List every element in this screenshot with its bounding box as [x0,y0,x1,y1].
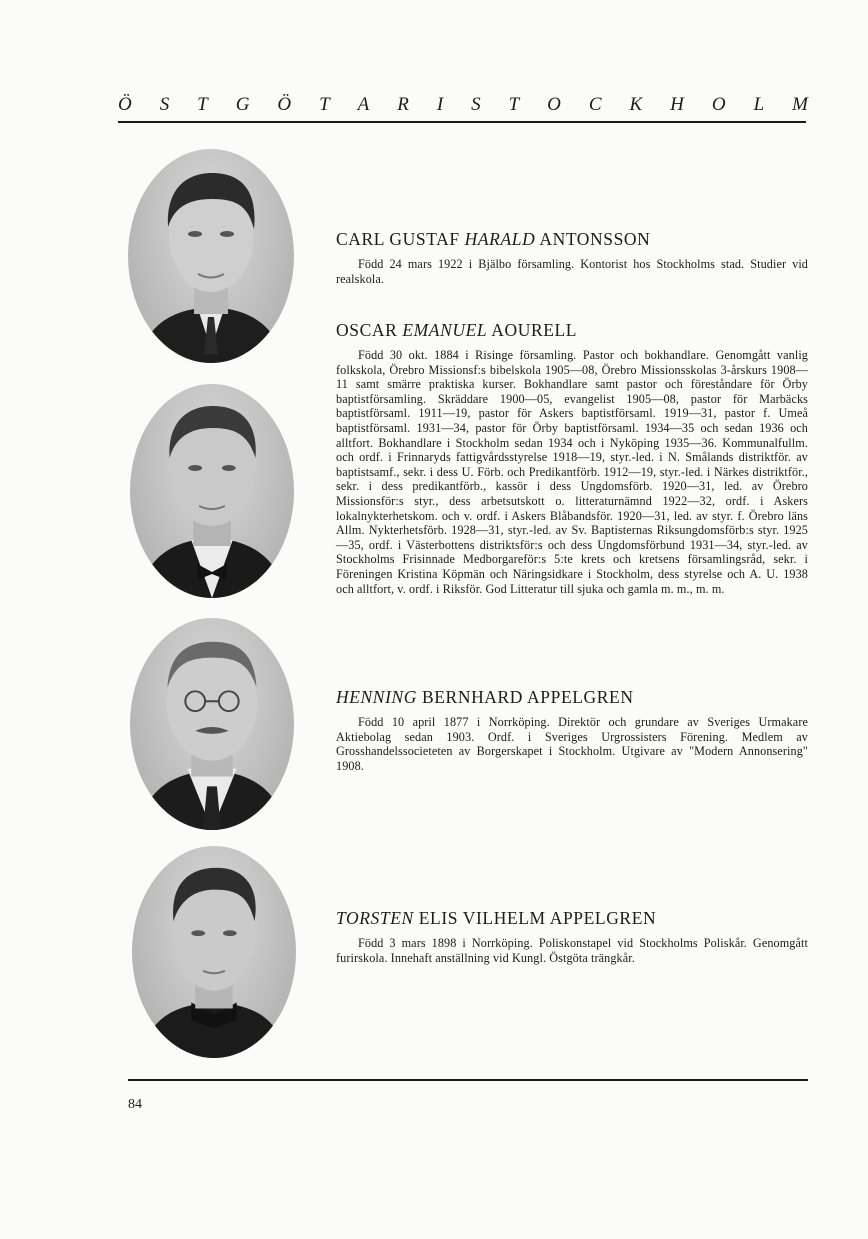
header-letter: S [471,94,481,115]
header-letter: R [397,94,409,115]
portrait-illustration [130,618,294,830]
portrait-illustration [128,149,294,363]
header-letter: H [670,94,684,115]
header-letter: T [197,94,208,115]
header-letter: I [436,94,444,115]
portrait-photo [130,384,294,598]
biography-text: Född 10 april 1877 i Norrköping. Direktör och grundare av Sveriges Urmakare Aktiebolag sedan 1903. Ordf. i Sveriges Urgrossisters Förening. Medlem av Grosshandelssocieteten av Borgerskapet i Stockholm. Utgivare av "Modern Annonsering" 1908. [336,715,808,773]
page-number: 84 [128,1097,142,1112]
person-name: CARL GUSTAF HARALD ANTONSSON [336,229,651,249]
portrait-photo [132,846,296,1058]
biography-entry [336,320,808,596]
portrait-illustration [132,846,296,1058]
person-name: OSCAR EMANUEL AOURELL [336,320,578,340]
header-letter: L [753,94,765,115]
biography-entry [336,687,808,773]
portrait-photo [128,149,294,363]
header-letter: O [711,94,726,115]
running-header [118,93,808,117]
header-letter: C [588,94,602,115]
person-name: TORSTEN ELIS VILHELM APPELGREN [336,908,657,928]
biography-text: Född 24 mars 1922 i Bjälbo församling. Kontorist hos Stockholms stad. Studier vid realskola. [336,257,808,286]
footer-rule [128,1079,808,1081]
header-letter: M [792,94,808,115]
header-rule [118,121,806,123]
header-letter: Ö [118,94,132,115]
header-letter: Ö [277,94,292,115]
biography-entry [336,229,808,286]
portrait-photo [130,618,294,830]
biography-entry [336,908,808,965]
person-name: HENNING BERNHARD APPELGREN [336,687,634,707]
biography-text: Född 3 mars 1898 i Norrköping. Poliskonstapel vid Stockholms Poliskår. Genomgått furirskola. Innehaft anställning vid Kungl. Östgöta trängkår. [336,936,808,965]
header-letter: A [357,94,370,115]
portrait-illustration [130,384,294,598]
header-letter: S [159,94,170,115]
biography-text: Född 30 okt. 1884 i Risinge församling. Pastor och bokhandlare. Genomgått vanlig folkskola, Örebro Missionsf:s bibelskola 1905—08, Örebro Missionsskolas 3-årskurs 1908—11 samt smärre praktiska kurser. Bokhandlare samt pastor och föreståndare för Örby baptistförsamling. Skräddare 1900—05, evangelist 1905—08, pastor för Marbäcks baptistförsaml. 1911—19, pastor för Askers baptistförsaml. 1919—31, pastor f. Umeå baptistförsaml. 1931—34, pastor för Örby baptistförsaml. 1934—35 och sedan 1936 och alltfort. Bokhandlare i Stockholm sedan 1934 och i Nyköping 1935—36. Kommunalfullm. och ordf. i Frinnaryds fattigvårdsstyrelse 1918—19, styr.-led. i N. Smålands distriktför. av baptistsamf., sekr. i dess U. Förb. och Predikantförb. 1912—19, styr.-led. i Närkes distriktför., sekr. i dess predikantförb., kassör i dess Ungdomsförb. 1920—31, led. av Örebro Missionsför:s styr., dess arbetsutskott o. litteraturnämnd 1922—32, ordf. i Askers lokalnykterhetskom. och v. ordf. i Askers Blåbandsför. 1920—31, led. av styr. f. Örebro läns Allm. Nykterhetsförb. 1928—31, styr.-led. av Sv. Baptisternas Riksungdomsförb:s styr. 1925—35, ordf. i Västerbottens distriktsför:s och dess Ungdomsförbund 1931—34, styr.-led. av Stockholms Frisinnade Medborgareför:s 5:te krets och kretsens församlingsråd, sekr. i Föreningen Kristina Köpmän och Näringsidkare i Stockholm, dess styrelse och A. U. 1938 och alltfort, v. ordf. i Riksför. God Litteratur till sjuka och gamla m. m., m. m. [336,348,808,596]
header-letter: O [547,94,561,115]
header-letter: T [508,94,520,115]
header-letter: K [629,94,643,115]
header-letter: T [319,94,330,115]
header-letter: G [235,94,250,115]
